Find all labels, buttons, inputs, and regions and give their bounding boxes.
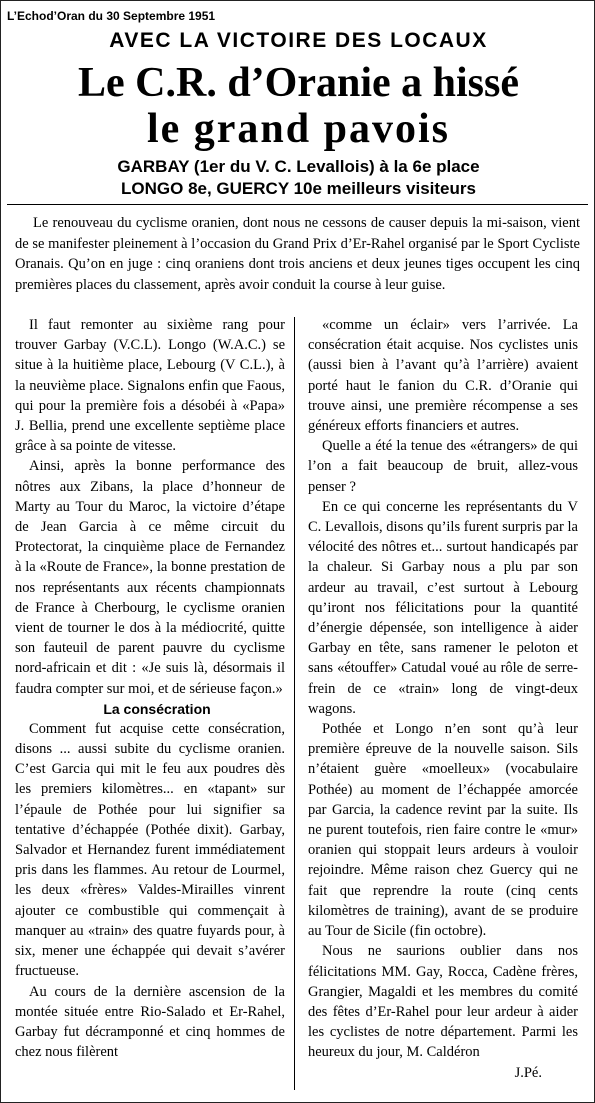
intro-paragraph — [15, 213, 580, 295]
source-line: L’Echod’Oran du 30 Septembre 1951 — [7, 9, 216, 23]
left-column — [15, 315, 285, 1098]
headline-line-2: le grand pavois — [146, 106, 451, 152]
paragraph: Nous ne saurions oublier dans nos félicitations MM. Gay, Rocca, Cadène frères, Grangier, Magaldi et les membres du comité des fêtes d’Er-Rahel pour leur ardeur à aider les cyclistes de notre département. Parmi les heureux du jour, M. Caldéron — [308, 943, 578, 1061]
paragraph: Ainsi, après la bonne performance des nôtres aux Zibans, la place d’honneur de Marty au Tour du Maroc, la victoire d’étape de Jean Garcia à ce même circuit du Protectorat, la cinquième place de Fernandez à la «Route de France», la bonne prestation de nos représentants aux récents championnats de France à Cherbourg, le cyclisme oranien vient de tourner le dos à la médiocrité, quitte son fauteuil de parent pauvre du cyclisme nord-africain et dit : «Je suis là, désormais il faudra compter sur moi, et de sérieuse façon.» — [15, 458, 285, 697]
section-subheading: La consécration — [103, 700, 211, 717]
paragraph: Pothée et Longo n’en sont qu’à leur première épreuve de la nouvelle saison. Sils n’étaient guère «moelleux» (vocabulaire Pothée) au moment de l’échappée amorcée par Garcia, la cadence revint par la suite. Ils ne purent toutefois, rien faire contre le «mur» oranien qui stoppait leurs ardeurs à vouloir rejoindre. Même raison chez Guercy qui ne fait que reprendre la route (cinq cents kilomètres de training), avant de se produire au Tour de Sicile (fin octobre). — [308, 721, 578, 940]
paragraph: Quelle a été la tenue des «étrangers» de qui l’on a fait beaucoup de bruit, allez-vous penser ? — [308, 438, 578, 495]
author-signature: J.Pé. — [514, 1064, 542, 1081]
intro-text: Le renouveau du cyclisme oranien, dont nous ne cessons de causer depuis la mi-saison, vient de se manifester pleinement à l’occasion du Grand Prix d’Er-Rahel organisé par le Sport Cycliste Oranais. Qu’on en juge : cinq oraniens dont trois anciens et deux jeunes tiges occupent les cinq premières places du classement, après avoir conduit la course à leur guise. — [15, 215, 580, 293]
right-column — [308, 315, 578, 1098]
paragraph: Comment fut acquise cette consécration, disons ... aussi subite du cyclisme oranien. C’est Garcia qui mit le feu aux poudres dès les premiers kilomètres... en «tapant» sur l’épaule de Pothée pour lui signifier sa tentative d’échappée (Pothée dixit). Garbay, Salvador et Hernandez furent immédiatement pris dans les flammes. Au retour de Lourmel, les deux «frères» Valdes-Mirailles vinrent ajouter ce combustible qui commençait à manquer au «train» des quatre fuyards pour, à six, mener une échappée qui devait s’avérer fructueuse. — [15, 720, 285, 980]
header-rule — [7, 204, 588, 205]
subheadline-line-1: GARBAY (1er du V. C. Levallois) à la 6e place — [117, 157, 480, 176]
headline-line-1: Le C.R. d’Oranie a hissé — [78, 60, 519, 106]
subheadline-line-2: LONGO 8e, GUERCY 10e meilleurs visiteurs — [121, 179, 476, 198]
column-divider — [294, 317, 295, 1090]
paragraph: Au cours de la dernière ascension de la montée située entre Rio-Salado et Er-Rahel, Garbay fut décramponné et cinq hommes de chez nous filèrent — [15, 983, 285, 1061]
paragraph: «comme un éclair» vers l’arrivée. La consécration était acquise. Nos cyclistes unis (aussi bien à l’avant qu’à l’arrière) avaient porté haut le fanion du C.R. d’Oranie qui trouve ainsi, une première récompense a ses généreux efforts financiers et autres. — [308, 317, 578, 435]
paragraph: Il faut remonter au sixième rang pour trouver Garbay (V.C.L). Longo (W.A.C.) se situe à la huitième place, Lebourg (V C.L.), à la neuvième place. Signalons enfin que Faous, qui pour la première fois a désobéi à «Papa» J. Bellia, prend une excellente septième place grâce à sa pointe de vitesse. — [15, 317, 285, 455]
kicker-headline: AVEC LA VICTOIRE DES LOCAUX — [109, 29, 488, 52]
paragraph: En ce qui concerne les représentants du V C. Levallois, disons qu’ils furent surpris par la vélocité des nôtres et... surtout handicapés par la chaleur. Si Garbay nous a plu par son ardeur au travail, c’est surtout à Lebourg qu’iront nos félicitations pour la quantité d’énergie dépensée, son intelligence à aider Garbay en tête, sans ramener le peloton et sans «étouffer» Catudal voué au rôle de serre-frein de ce «train» long de vingt-deux wagons. — [308, 498, 578, 717]
